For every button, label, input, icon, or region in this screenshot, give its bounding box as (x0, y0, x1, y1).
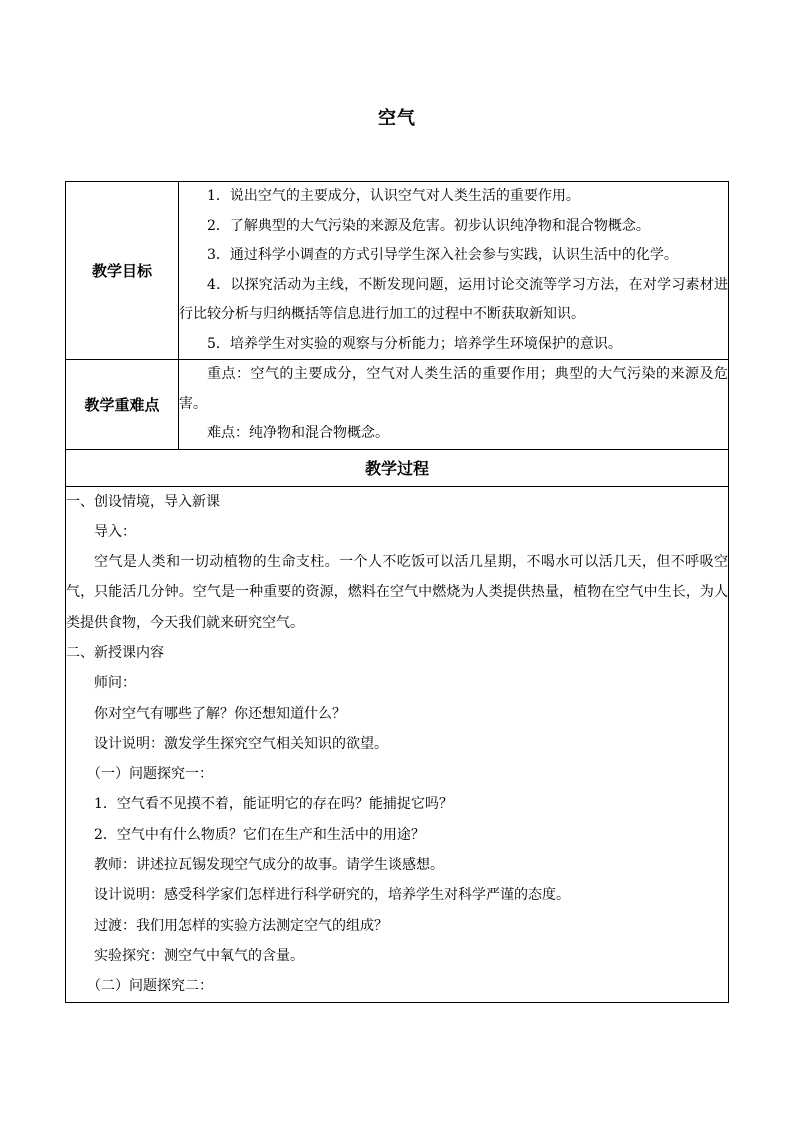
process-line: 设计说明：激发学生探究空气相关知识的欲望。 (94, 735, 388, 752)
keypoint-item: 难点：纯净物和混合物概念。 (207, 425, 389, 441)
process-line: 二、新授课内容 (66, 644, 164, 661)
lesson-plan-table (65, 181, 729, 1003)
keypoints-label: 教学重难点 (66, 360, 179, 450)
process-line: 教师：讲述拉瓦锡发现空气成分的故事。请学生谈感想。 (94, 857, 444, 874)
process-line: 2．空气中有什么物质？它们在生产和生活中的用途？ (94, 826, 425, 843)
process-line: 过渡：我们用怎样的实验方法测定空气的组成？ (94, 917, 388, 934)
page-title: 空气 (378, 108, 416, 129)
process-line: 实验探究：测空气中氧气的含量。 (94, 947, 304, 964)
process-line: 1．空气看不见摸不着，能证明它的存在吗？能捕捉它吗？ (94, 796, 453, 813)
process-row (66, 486, 729, 1002)
keypoints-row (66, 360, 729, 450)
process-line: （二）问题探究二： (87, 978, 213, 995)
objective-item: 5．培养学生对实验的观察与分析能力；培养学生环境保护的意识。 (207, 335, 622, 352)
objective-item: 2．了解典型的大气污染的来源及危害。初步认识纯净物和混合物概念。 (207, 217, 650, 234)
process-line: （一）问题探究一： (87, 766, 213, 783)
process-line: 空气是人类和一切动植物的生命支柱。一个人不吃饭可以活几星期，不喝水可以活几天，但不呼吸空气，只能活几分钟。空气是一种重要的资源，燃料在空气中燃烧为人类提供热量，植物在空气中生长，为人类提供食物，今天我们就来研究空气。 (66, 554, 728, 631)
objective-item: 3．通过科学小调查的方式引导学生深入社会参与实践，认识生活中的化学。 (207, 247, 678, 263)
keypoints-content (179, 360, 729, 450)
keypoint-item: 重点：空气的主要成分，空气对人类生活的重要作用；典型的大气污染的来源及危害。 (179, 366, 728, 412)
objectives-label: 教学目标 (66, 182, 179, 360)
process-line: 一、创设情境，导入新课 (66, 493, 220, 510)
objectives-content (179, 182, 729, 360)
objective-item: 1．说出空气的主要成分，认识空气对人类生活的重要作用。 (207, 188, 580, 204)
process-line: 导入： (94, 523, 136, 540)
process-content (66, 486, 729, 1002)
process-header-row (66, 449, 729, 486)
process-line: 你对空气有哪些了解？你还想知道什么？ (94, 705, 346, 722)
process-line: 设计说明：感受科学家们怎样进行科学研究的，培养学生对科学严谨的态度。 (94, 887, 570, 904)
process-header: 教学过程 (66, 449, 729, 486)
objective-item: 4．以探究活动为主线，不断发现问题，运用讨论交流等学习方法，在对学习素材进行比较分析与归纳概括等信息进行加工的过程中不断获取新知识。 (179, 276, 728, 322)
process-line: 师问： (94, 675, 136, 692)
objectives-row (66, 182, 729, 360)
